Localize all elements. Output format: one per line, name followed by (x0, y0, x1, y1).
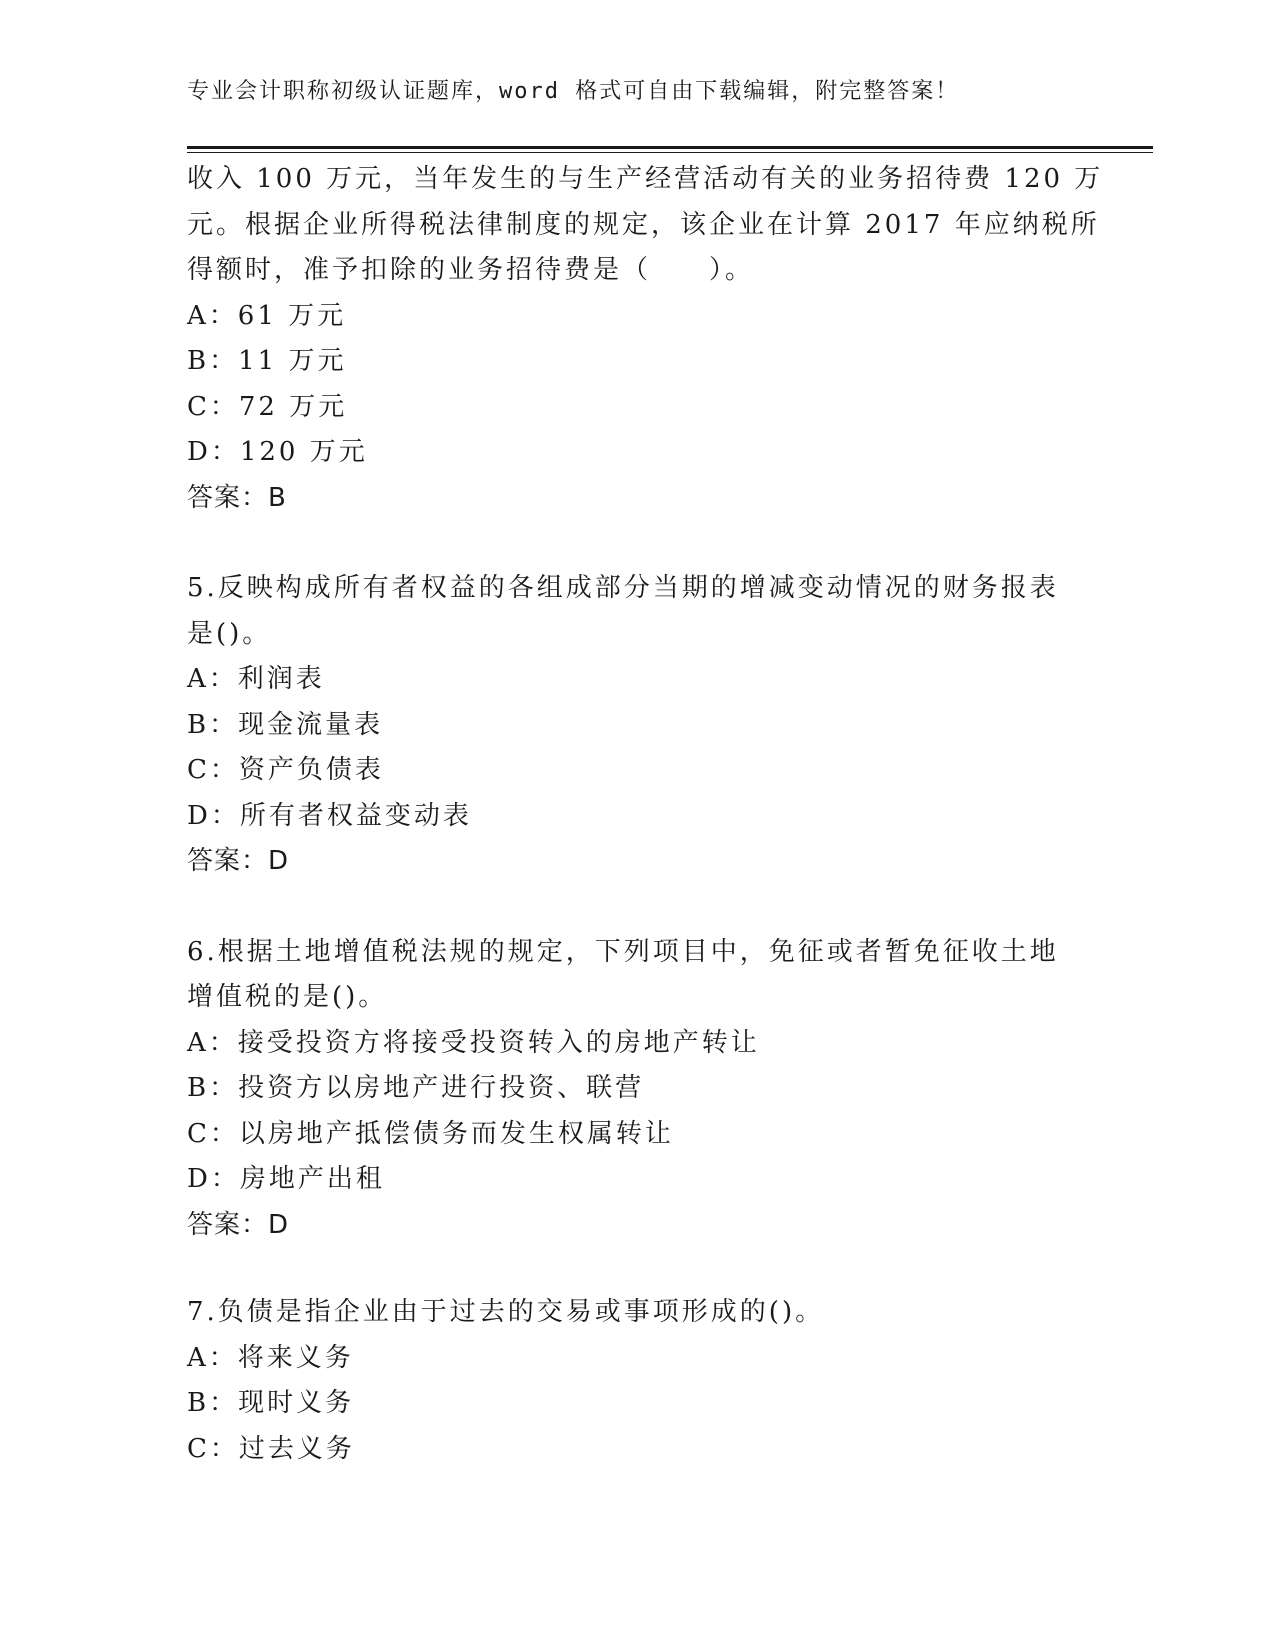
question-text-line: 5.反映构成所有者权益的各组成部分当期的增减变动情况的财务报表 (187, 573, 1059, 603)
option-a: A：利润表 (187, 664, 325, 694)
spacer (187, 521, 1087, 566)
option-d: D：120 万元 (187, 437, 368, 467)
option-a: A：61 万元 (187, 300, 347, 331)
header-rule-thin (187, 152, 1153, 153)
spacer (187, 1248, 1087, 1290)
question-list (187, 157, 1104, 1472)
option-c: C：以房地产抵偿债务而发生权属转让 (187, 1118, 674, 1149)
question-text-line: 7.负债是指企业由于过去的交易或事项形成的()。 (187, 1297, 825, 1327)
answer: 答案：B (187, 482, 287, 513)
answer: 答案：D (187, 846, 290, 876)
option-b: B：现时义务 (187, 1388, 355, 1418)
question-text-line: 收入 100 万元，当年发生的与生产经营活动有关的业务招待费 120 万 (187, 164, 1104, 194)
option-a: A：接受投资方将接受投资转入的房地产转让 (187, 1027, 760, 1058)
question-5 (187, 566, 1087, 885)
option-c: C：72 万元 (187, 391, 348, 422)
option-d: D：所有者权益变动表 (187, 800, 472, 831)
question-text-line: 6.根据土地增值税法规的规定，下列项目中，免征或者暂免征收土地 (187, 936, 1059, 967)
option-d: D：房地产出租 (187, 1164, 385, 1194)
option-b: B：11 万元 (187, 346, 347, 376)
answer: 答案：D (187, 1209, 290, 1240)
option-b: B：投资方以房地产进行投资、联营 (187, 1073, 645, 1103)
question-text-line: 得额时，准予扣除的业务招待费是（ ）。 (187, 255, 755, 285)
option-b: B：现金流量表 (187, 709, 384, 740)
question-text-line: 是()。 (187, 618, 272, 649)
header-rule-thick (187, 146, 1153, 149)
page-header: 专业会计职称初级认证题库，word 格式可自由下载编辑，附完整答案！ (187, 79, 960, 104)
option-c: C：过去义务 (187, 1433, 355, 1464)
question-text-line: 增值税的是()。 (187, 982, 388, 1012)
option-c: C：资产负债表 (187, 755, 384, 785)
option-a: A：将来义务 (187, 1342, 354, 1373)
question-7 (187, 1290, 1087, 1472)
question-6 (187, 930, 1087, 1249)
question-text-line: 元。根据企业所得税法律制度的规定，该企业在计算 2017 年应纳税所 (187, 209, 1100, 240)
question-4 (187, 157, 1104, 521)
spacer (187, 885, 1087, 930)
